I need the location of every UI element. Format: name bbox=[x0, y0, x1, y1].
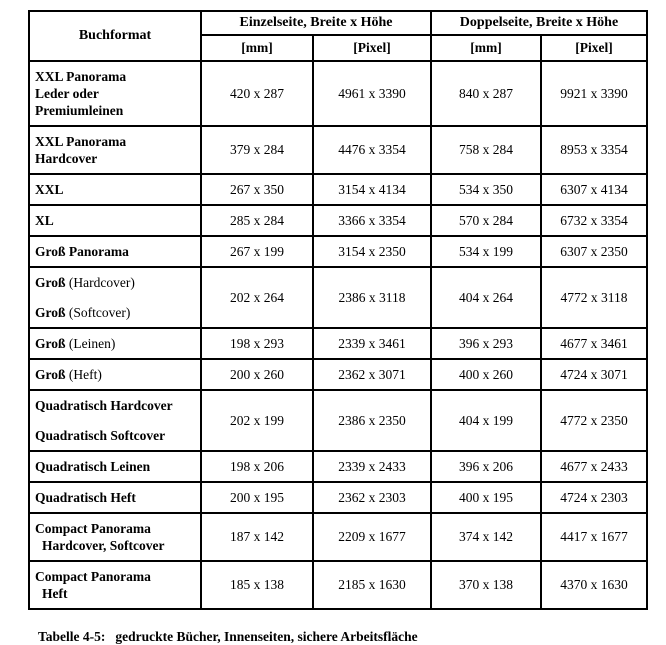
einzelseite-pixel-cell: 4961 x 3390 bbox=[313, 61, 431, 126]
einzelseite-mm-cell: 379 x 284 bbox=[201, 126, 313, 174]
einzelseite-pixel-cell: 3154 x 2350 bbox=[313, 236, 431, 267]
einzelseite-mm-cell: 200 x 260 bbox=[201, 359, 313, 390]
table-row bbox=[29, 174, 647, 205]
doppelseite-mm-cell: 400 x 195 bbox=[431, 482, 541, 513]
table-row bbox=[29, 482, 647, 513]
format-cell: Groß (Hardcover) Groß (Softcover) bbox=[29, 267, 201, 328]
einzelseite-pixel-cell: 2386 x 2350 bbox=[313, 390, 431, 451]
doppelseite-pixel-cell: 4677 x 2433 bbox=[541, 451, 647, 482]
doppelseite-mm-cell: 404 x 199 bbox=[431, 390, 541, 451]
einzelseite-pixel-cell: 2185 x 1630 bbox=[313, 561, 431, 609]
table-row bbox=[29, 205, 647, 236]
doppelseite-mm-cell: 758 x 284 bbox=[431, 126, 541, 174]
einzelseite-pixel-cell: 3154 x 4134 bbox=[313, 174, 431, 205]
einzelseite-mm-cell: 202 x 264 bbox=[201, 267, 313, 328]
table-caption bbox=[38, 629, 666, 645]
doppelseite-mm-cell: 404 x 264 bbox=[431, 267, 541, 328]
einzelseite-mm-cell: 285 x 284 bbox=[201, 205, 313, 236]
einzelseite-pixel-cell: 2339 x 2433 bbox=[313, 451, 431, 482]
doppelseite-mm-cell: 374 x 142 bbox=[431, 513, 541, 561]
format-cell: Groß Panorama bbox=[29, 236, 201, 267]
einzelseite-pixel-cell: 2386 x 3118 bbox=[313, 267, 431, 328]
format-cell: Quadratisch Hardcover Quadratisch Softcover bbox=[29, 390, 201, 451]
column-header-buchformat: Buchformat bbox=[29, 11, 201, 61]
doppelseite-mm-cell: 534 x 199 bbox=[431, 236, 541, 267]
table-row bbox=[29, 359, 647, 390]
einzelseite-mm-cell: 267 x 350 bbox=[201, 174, 313, 205]
doppelseite-mm-cell: 396 x 293 bbox=[431, 328, 541, 359]
table-row bbox=[29, 267, 647, 328]
doppelseite-mm-cell: 400 x 260 bbox=[431, 359, 541, 390]
format-cell: Groß (Heft) bbox=[29, 359, 201, 390]
table-row bbox=[29, 61, 647, 126]
table-row bbox=[29, 390, 647, 451]
einzelseite-pixel-cell: 2362 x 3071 bbox=[313, 359, 431, 390]
table-caption-number: Tabelle 4-5: bbox=[38, 629, 106, 644]
header-row-groups bbox=[29, 11, 647, 35]
table-row bbox=[29, 126, 647, 174]
einzelseite-mm-cell: 187 x 142 bbox=[201, 513, 313, 561]
einzelseite-mm-cell: 267 x 199 bbox=[201, 236, 313, 267]
einzelseite-pixel-cell: 2209 x 1677 bbox=[313, 513, 431, 561]
column-header-doppel-pixel: [Pixel] bbox=[541, 35, 647, 61]
format-cell: Compact Panorama Heft bbox=[29, 561, 201, 609]
doppelseite-pixel-cell: 4417 x 1677 bbox=[541, 513, 647, 561]
doppelseite-pixel-cell: 4677 x 3461 bbox=[541, 328, 647, 359]
doppelseite-pixel-cell: 4724 x 2303 bbox=[541, 482, 647, 513]
column-header-einzel-pixel: [Pixel] bbox=[313, 35, 431, 61]
doppelseite-pixel-cell: 6307 x 4134 bbox=[541, 174, 647, 205]
einzelseite-pixel-cell: 4476 x 3354 bbox=[313, 126, 431, 174]
doppelseite-mm-cell: 370 x 138 bbox=[431, 561, 541, 609]
doppelseite-mm-cell: 534 x 350 bbox=[431, 174, 541, 205]
doppelseite-pixel-cell: 4772 x 3118 bbox=[541, 267, 647, 328]
column-header-einzel-mm: [mm] bbox=[201, 35, 313, 61]
doppelseite-pixel-cell: 9921 x 3390 bbox=[541, 61, 647, 126]
table-caption-text: gedruckte Bücher, Innenseiten, sichere Arbeitsfläche bbox=[115, 629, 418, 644]
table-row bbox=[29, 451, 647, 482]
einzelseite-mm-cell: 202 x 199 bbox=[201, 390, 313, 451]
table-row bbox=[29, 328, 647, 359]
doppelseite-pixel-cell: 4724 x 3071 bbox=[541, 359, 647, 390]
format-cell: XXL Panorama Hardcover bbox=[29, 126, 201, 174]
format-cell: XL bbox=[29, 205, 201, 236]
format-cell: Quadratisch Leinen bbox=[29, 451, 201, 482]
einzelseite-pixel-cell: 3366 x 3354 bbox=[313, 205, 431, 236]
einzelseite-mm-cell: 185 x 138 bbox=[201, 561, 313, 609]
column-header-doppel-mm: [mm] bbox=[431, 35, 541, 61]
column-group-doppelseite: Doppelseite, Breite x Höhe bbox=[431, 11, 647, 35]
format-cell: XXL bbox=[29, 174, 201, 205]
format-cell: XXL Panorama Leder oder Premiumleinen bbox=[29, 61, 201, 126]
format-cell: Quadratisch Heft bbox=[29, 482, 201, 513]
doppelseite-pixel-cell: 6732 x 3354 bbox=[541, 205, 647, 236]
doppelseite-pixel-cell: 4370 x 1630 bbox=[541, 561, 647, 609]
doppelseite-mm-cell: 840 x 287 bbox=[431, 61, 541, 126]
einzelseite-mm-cell: 420 x 287 bbox=[201, 61, 313, 126]
einzelseite-pixel-cell: 2339 x 3461 bbox=[313, 328, 431, 359]
doppelseite-pixel-cell: 4772 x 2350 bbox=[541, 390, 647, 451]
table-row bbox=[29, 236, 647, 267]
doppelseite-pixel-cell: 8953 x 3354 bbox=[541, 126, 647, 174]
book-format-table bbox=[28, 10, 648, 610]
einzelseite-mm-cell: 200 x 195 bbox=[201, 482, 313, 513]
table-body bbox=[29, 61, 647, 609]
column-group-einzelseite: Einzelseite, Breite x Höhe bbox=[201, 11, 431, 35]
format-cell: Groß (Leinen) bbox=[29, 328, 201, 359]
doppelseite-pixel-cell: 6307 x 2350 bbox=[541, 236, 647, 267]
table-row bbox=[29, 561, 647, 609]
table-row bbox=[29, 513, 647, 561]
einzelseite-mm-cell: 198 x 293 bbox=[201, 328, 313, 359]
doppelseite-mm-cell: 396 x 206 bbox=[431, 451, 541, 482]
einzelseite-mm-cell: 198 x 206 bbox=[201, 451, 313, 482]
doppelseite-mm-cell: 570 x 284 bbox=[431, 205, 541, 236]
einzelseite-pixel-cell: 2362 x 2303 bbox=[313, 482, 431, 513]
format-cell: Compact Panorama Hardcover, Softcover bbox=[29, 513, 201, 561]
